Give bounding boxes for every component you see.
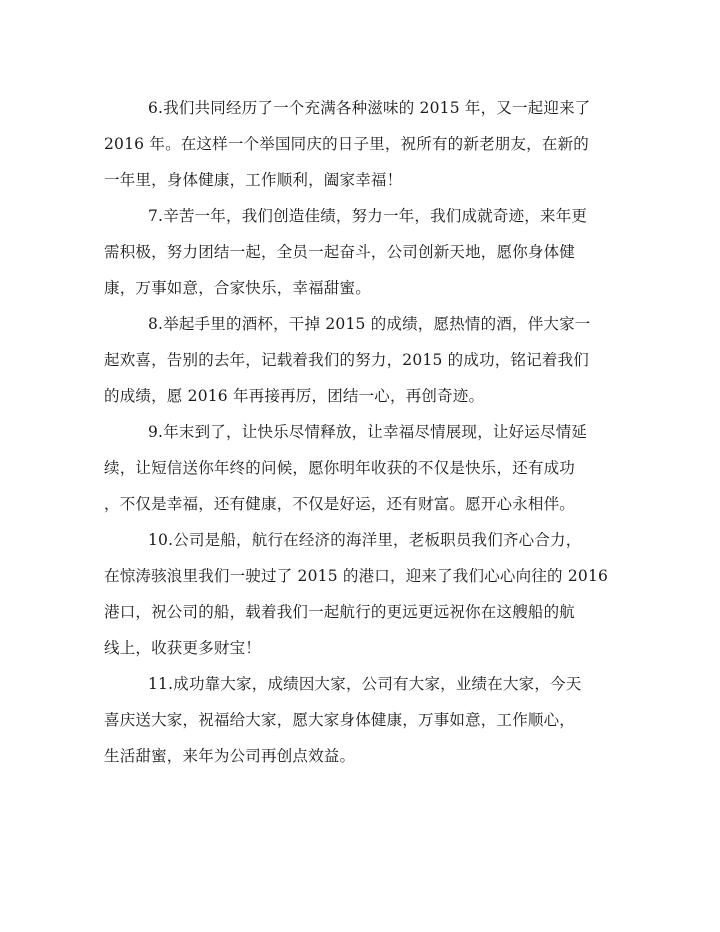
paragraph-10	[104, 522, 616, 666]
paragraph-line: 康，万事如意，合家快乐，幸福甜蜜。	[104, 279, 371, 297]
paragraph-line: 2016 年。在这样一个举国同庆的日子里，祝所有的新老朋友，在新的	[104, 135, 589, 153]
paragraph-line: 需积极，努力团结一起，全员一起奋斗，公司创新天地，愿你身体健	[104, 243, 576, 261]
paragraph-line: 续，让短信送你年终的问候，愿你明年收获的不仅是快乐，还有成功	[104, 459, 576, 477]
paragraph-line: 起欢喜，告别的去年，记载着我们的努力，2015 的成功，铭记着我们	[104, 351, 589, 369]
paragraph-9	[104, 414, 616, 522]
document-body	[104, 90, 616, 774]
paragraph-line: 港口，祝公司的船，载着我们一起航行的更远更远祝你在这艘船的航	[104, 603, 576, 621]
paragraph-line: 11.成功靠大家，成绩因大家，公司有大家，业绩在大家，今天	[148, 675, 582, 693]
paragraph-line: 喜庆送大家，祝福给大家，愿大家身体健康，万事如意，工作顺心，	[104, 711, 576, 729]
paragraph-line: 10.公司是船，航行在经济的海洋里，老板职员我们齐心合力，	[148, 531, 582, 549]
paragraph-line: 在惊涛骇浪里我们一驶过了 2015 的港口，迎来了我们心心向往的 2016	[104, 567, 609, 585]
paragraph-line: ，不仅是幸福，还有健康，不仅是好运，还有财富。愿开心永相伴。	[104, 495, 576, 513]
paragraph-line: 6.我们共同经历了一个充满各种滋味的 2015 年，又一起迎来了	[148, 99, 591, 117]
paragraph-8	[104, 306, 616, 414]
paragraph-line: 的成绩，愿 2016 年再接再厉，团结一心，再创奇迹。	[104, 387, 485, 405]
paragraph-11	[104, 666, 616, 774]
paragraph-line: 9.年末到了，让快乐尽情释放，让幸福尽情展现，让好运尽情延	[148, 423, 588, 441]
paragraph-line: 线上，收获更多财宝！	[104, 639, 262, 657]
paragraph-6	[104, 90, 616, 198]
paragraph-7	[104, 198, 616, 306]
paragraph-line: 7.辛苦一年，我们创造佳绩，努力一年，我们成就奇迹，来年更	[148, 207, 588, 225]
paragraph-line: 8.举起手里的酒杯，干掉 2015 的成绩，愿热情的酒，伴大家一	[148, 315, 591, 333]
paragraph-line: 一年里，身体健康，工作顺利，阖家幸福！	[104, 171, 403, 189]
paragraph-line: 生活甜蜜，来年为公司再创点效益。	[104, 747, 356, 765]
